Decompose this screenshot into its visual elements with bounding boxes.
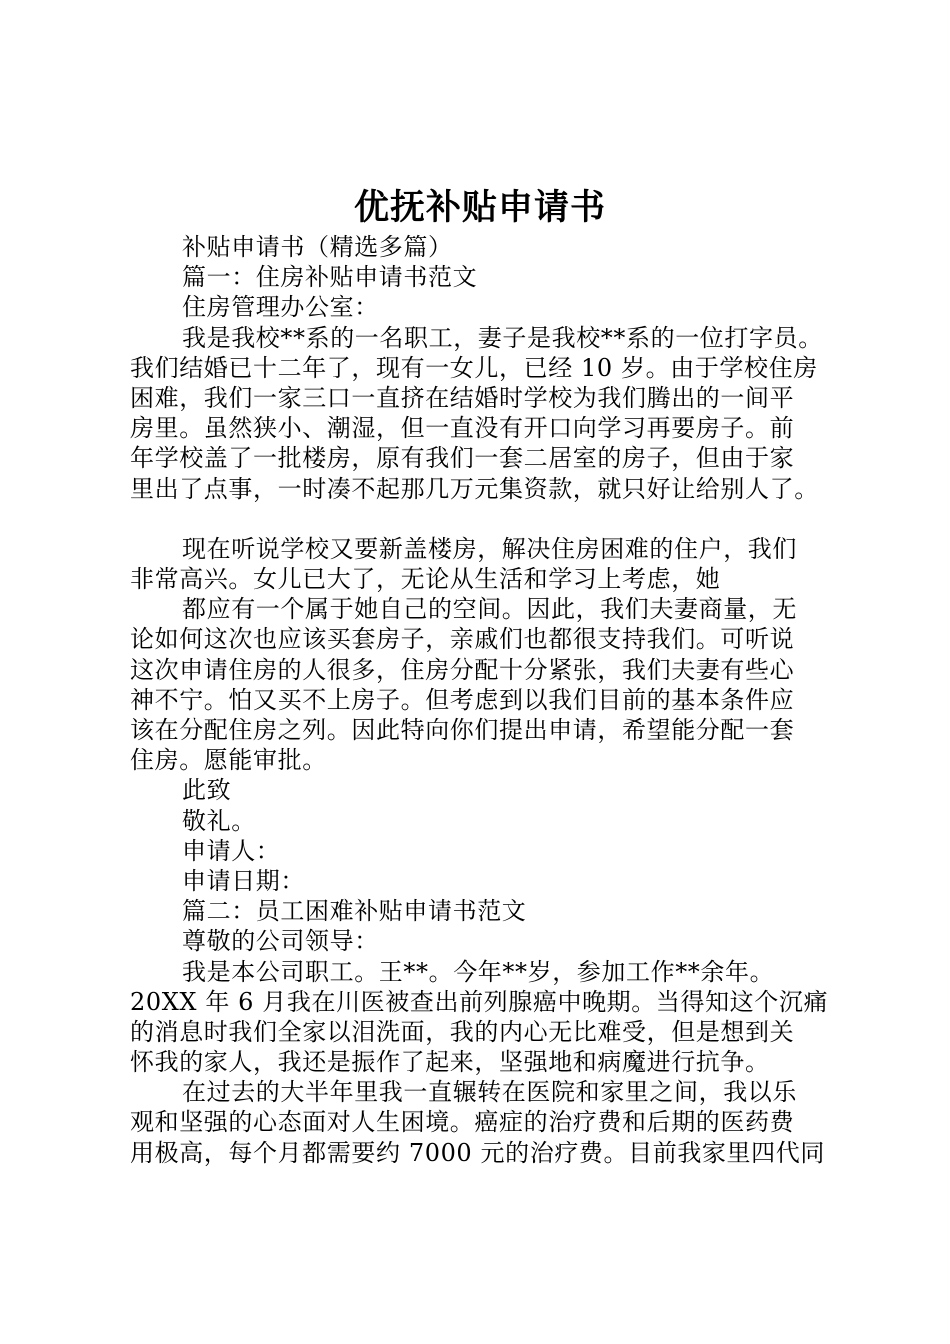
body-line: 20XX 年 6 月我在川医被查出前列腺癌中晚期。当得知这个沉痛	[130, 987, 829, 1016]
body-line: 住房。愿能审批。	[130, 746, 327, 775]
body-line: 用极高，每个月都需要约 7000 元的治疗费。目前我家里四代同	[130, 1138, 825, 1167]
document-body	[130, 232, 850, 1168]
body-line: 我是本公司职工。王**。今年**岁，参加工作**余年。	[182, 957, 775, 986]
subtitle-line: 补贴申请书（精选多篇）	[182, 233, 453, 261]
closing-line: 敬礼。	[182, 806, 256, 835]
body-line: 观和坚强的心态面对人生困境。癌症的治疗费和后期的医药费	[130, 1108, 795, 1137]
closing-line: 此致	[182, 776, 232, 805]
date-label: 申请日期：	[182, 866, 305, 895]
salutation-1: 住房管理办公室：	[182, 293, 379, 322]
body-line: 该在分配住房之列。因此特向你们提出申请，希望能分配一套	[130, 716, 795, 744]
body-line: 非常高兴。女儿已大了，无论从生活和学习上考虑，她	[130, 565, 721, 594]
body-line: 我们结婚已十二年了，现有一女儿，已经 10 岁。由于学校住房	[130, 353, 818, 382]
body-line: 困难，我们一家三口一直挤在结婚时学校为我们腾出的一间平	[130, 383, 795, 412]
body-line: 论如何这次也应该买套房子，亲戚们也都很支持我们。可听说	[130, 625, 795, 654]
body-line: 这次申请住房的人很多，住房分配十分紧张，我们夫妻有些心	[130, 655, 795, 684]
document-title: 优抚补贴申请书	[353, 187, 606, 228]
body-line: 房里。虽然狭小、潮湿，但一直没有开口向学习再要房子。前	[130, 414, 795, 443]
body-line: 的消息时我们全家以泪洗面，我的内心无比难受，但是想到关	[130, 1017, 795, 1046]
applicant-label: 申请人：	[182, 836, 281, 865]
body-line: 在过去的大半年里我一直辗转在医院和家里之间，我以乐	[182, 1078, 797, 1107]
blank-line	[130, 504, 850, 534]
section-heading-1: 篇一：住房补贴申请书范文	[182, 263, 478, 292]
body-line: 年学校盖了一批楼房，原有我们一套二居室的房子，但由于家	[130, 444, 795, 473]
body-line: 我是我校**系的一名职工，妻子是我校**系的一位打字员。	[182, 323, 823, 352]
body-line: 神不宁。怕又买不上房子。但考虑到以我们目前的基本条件应	[130, 685, 795, 714]
section-heading-2: 篇二：员工困难补贴申请书范文	[182, 897, 527, 926]
body-line: 怀我的家人，我还是振作了起来，坚强地和病魔进行抗争。	[130, 1048, 770, 1077]
salutation-2: 尊敬的公司领导：	[182, 927, 379, 956]
body-line: 都应有一个属于她自己的空间。因此，我们夫妻商量，无	[182, 595, 797, 624]
body-line: 里出了点事，一时凑不起那几万元集资款，就只好让给别人了。	[130, 474, 819, 503]
body-line: 现在听说学校又要新盖楼房，解决住房困难的住户，我们	[182, 534, 797, 563]
